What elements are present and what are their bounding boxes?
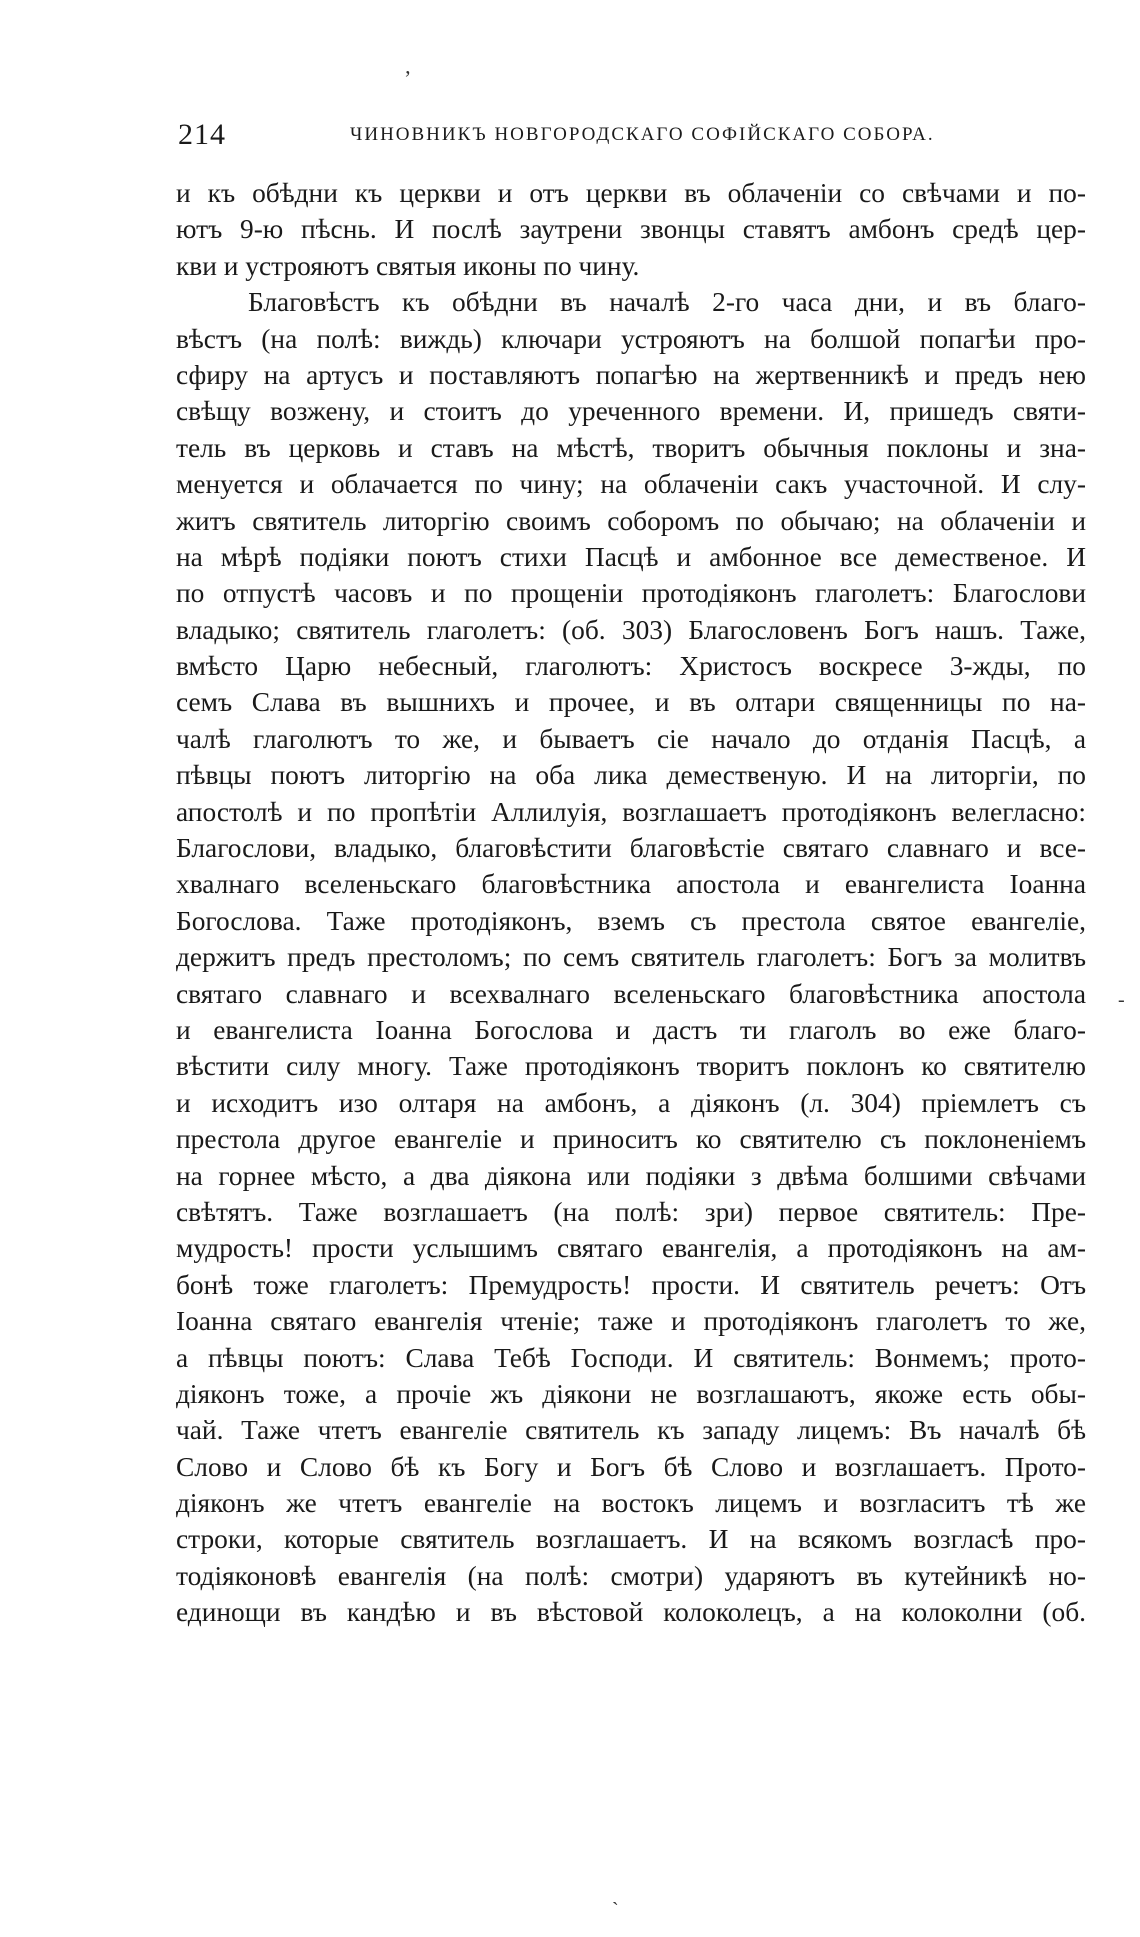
- text-line: апостолѣ и по пропѣтіи Аллилуія, возглашаетъ протодіяконъ велегласно:: [176, 796, 1086, 827]
- text-line: единощи въ кандѣю и въ вѣстовой колоколецъ, а на колоколни (об.: [176, 1597, 1086, 1628]
- text-line: діяконъ тоже, а прочіе жъ діякони не возглашаютъ, якоже есть обы-: [176, 1378, 1086, 1409]
- page-header: [178, 118, 1088, 158]
- text-line: Слово и Слово бѣ къ Богу и Богъ бѣ Слово и возглашаетъ. Прото-: [176, 1451, 1086, 1482]
- text-line: свѣтятъ. Таже возглашаетъ (на полѣ: зри) первое святитель: Пре-: [176, 1196, 1086, 1227]
- stray-mark-top: ʼ: [404, 66, 412, 91]
- text-line: держитъ предъ престоломъ; по семъ святитель глаголетъ: Богъ за молитвъ: [176, 942, 1086, 973]
- text-line: вѣстити силу многу. Таже протодіяконъ творитъ поклонъ ко святителю: [176, 1051, 1086, 1082]
- text-line: а пѣвцы поютъ: Слава Тебѣ Господи. И святитель: Вонмемъ; прото-: [176, 1342, 1086, 1373]
- text-line: бонѣ тоже глаголетъ: Премудрость! прости. И святитель речетъ: Отъ: [176, 1269, 1086, 1300]
- body-text: [176, 175, 1086, 1631]
- text-line: свѣщу возжену, и стоитъ до уреченного времени. И, пришедъ святи-: [176, 396, 1086, 427]
- text-line: строки, которые святитель возглашаетъ. И на всякомъ возгласѣ про-: [176, 1524, 1086, 1555]
- text-line: и евангелиста Іоанна Богослова и дастъ ти глаголъ во еже благо-: [176, 1014, 1086, 1045]
- text-line: на горнее мѣсто, а два діякона или подіяки з двѣма болшими свѣчами: [176, 1160, 1086, 1191]
- text-line: и къ обѣдни къ церкви и отъ церкви въ облаченіи со свѣчами и по-: [176, 178, 1086, 208]
- stray-mark-bottom: ˋ: [612, 1899, 619, 1921]
- text-line: владыко; святитель глаголетъ: (об. 303) Благословенъ Богъ нашъ. Таже,: [176, 614, 1086, 645]
- stray-mark-right: -: [1118, 989, 1125, 1011]
- text-line: менуется и облачается по чину; на облаченіи сакъ участочной. И слу-: [176, 469, 1086, 500]
- text-line: и исходитъ изо олтаря на амбонъ, а діяконъ (л. 304) пріемлетъ съ: [176, 1087, 1086, 1118]
- text-line: святаго славнаго и всехвалнаго вселеньскаго благовѣстника апостола: [176, 978, 1086, 1009]
- text-line: Іоанна святаго евангелія чтеніе; таже и протодіяконъ глаголетъ то же,: [176, 1306, 1086, 1337]
- text-line: Богослова. Таже протодіяконъ, вземъ съ престола святое евангеліе,: [176, 905, 1086, 936]
- text-line: семъ Слава въ вышнихъ и прочее, и въ олтари священницы по на-: [176, 687, 1086, 718]
- text-line: тель въ церковь и ставъ на мѣстѣ, творитъ обычныя поклоны и зна-: [176, 432, 1086, 463]
- text-line: чай. Таже чтетъ евангеліе святитель къ западу лицемъ: Въ началѣ бѣ: [176, 1415, 1086, 1446]
- text-line: діяконъ же чтетъ евангеліе на востокъ лицемъ и возгласитъ тѣ же: [176, 1488, 1086, 1519]
- text-line: житъ святитель литоргію своимъ соборомъ по обычаю; на облаченіи и: [176, 505, 1086, 536]
- page-number: 214: [178, 118, 226, 151]
- running-title: ЧИНОВНИКЪ НОВГОРОДСКАГО СОФІЙСКАГО СОБОРА.: [350, 124, 935, 145]
- text-line: по отпустѣ часовъ и по прощеніи протодіяконъ глаголетъ: Благослови: [176, 578, 1086, 609]
- text-line: престола другое евангеліе и приноситъ ко святителю съ поклоненіемъ: [176, 1124, 1086, 1155]
- text-line: Благовѣстъ къ обѣдни въ началѣ 2-го часа дни, и въ благо-: [248, 287, 1086, 318]
- text-line: тодіяконовѣ евангелія (на полѣ: смотри) ударяютъ въ кутейникѣ но-: [176, 1560, 1086, 1591]
- text-line: хвалнаго вселеньскаго благовѣстника апостола и евангелиста Іоанна: [176, 869, 1086, 900]
- text-line: пѣвцы поютъ литоргію на оба лика демественую. И на литоргіи, по: [176, 760, 1086, 791]
- text-line: мудрость! прости услышимъ святаго евангелія, а протодіяконъ на ам-: [176, 1233, 1086, 1264]
- text-line: кви и устрояютъ святыя иконы по чину.: [176, 250, 640, 281]
- text-line: на мѣрѣ подіяки поютъ стихи Пасцѣ и амбонное все демественое. И: [176, 541, 1086, 572]
- text-line: вмѣсто Царю небесный, глаголютъ: Христосъ воскресе 3-жды, по: [176, 651, 1086, 682]
- text-line: вѣстъ (на полѣ: виждь) ключари устрояютъ на болшой попагѣи про-: [176, 323, 1086, 354]
- text-line: Благослови, владыко, благовѣстити благовѣстіе святаго славнаго и все-: [176, 833, 1086, 864]
- text-line: сфиру на артусъ и поставляютъ попагѣю на жертвенникѣ и предъ нею: [176, 359, 1086, 390]
- text-line: чалѣ глаголютъ то же, и бываетъ сіе начало до отданія Пасцѣ, а: [176, 723, 1086, 754]
- text-line: ютъ 9-ю пѣснь. И послѣ заутрени звонцы ставятъ амбонъ средѣ цер-: [176, 214, 1086, 245]
